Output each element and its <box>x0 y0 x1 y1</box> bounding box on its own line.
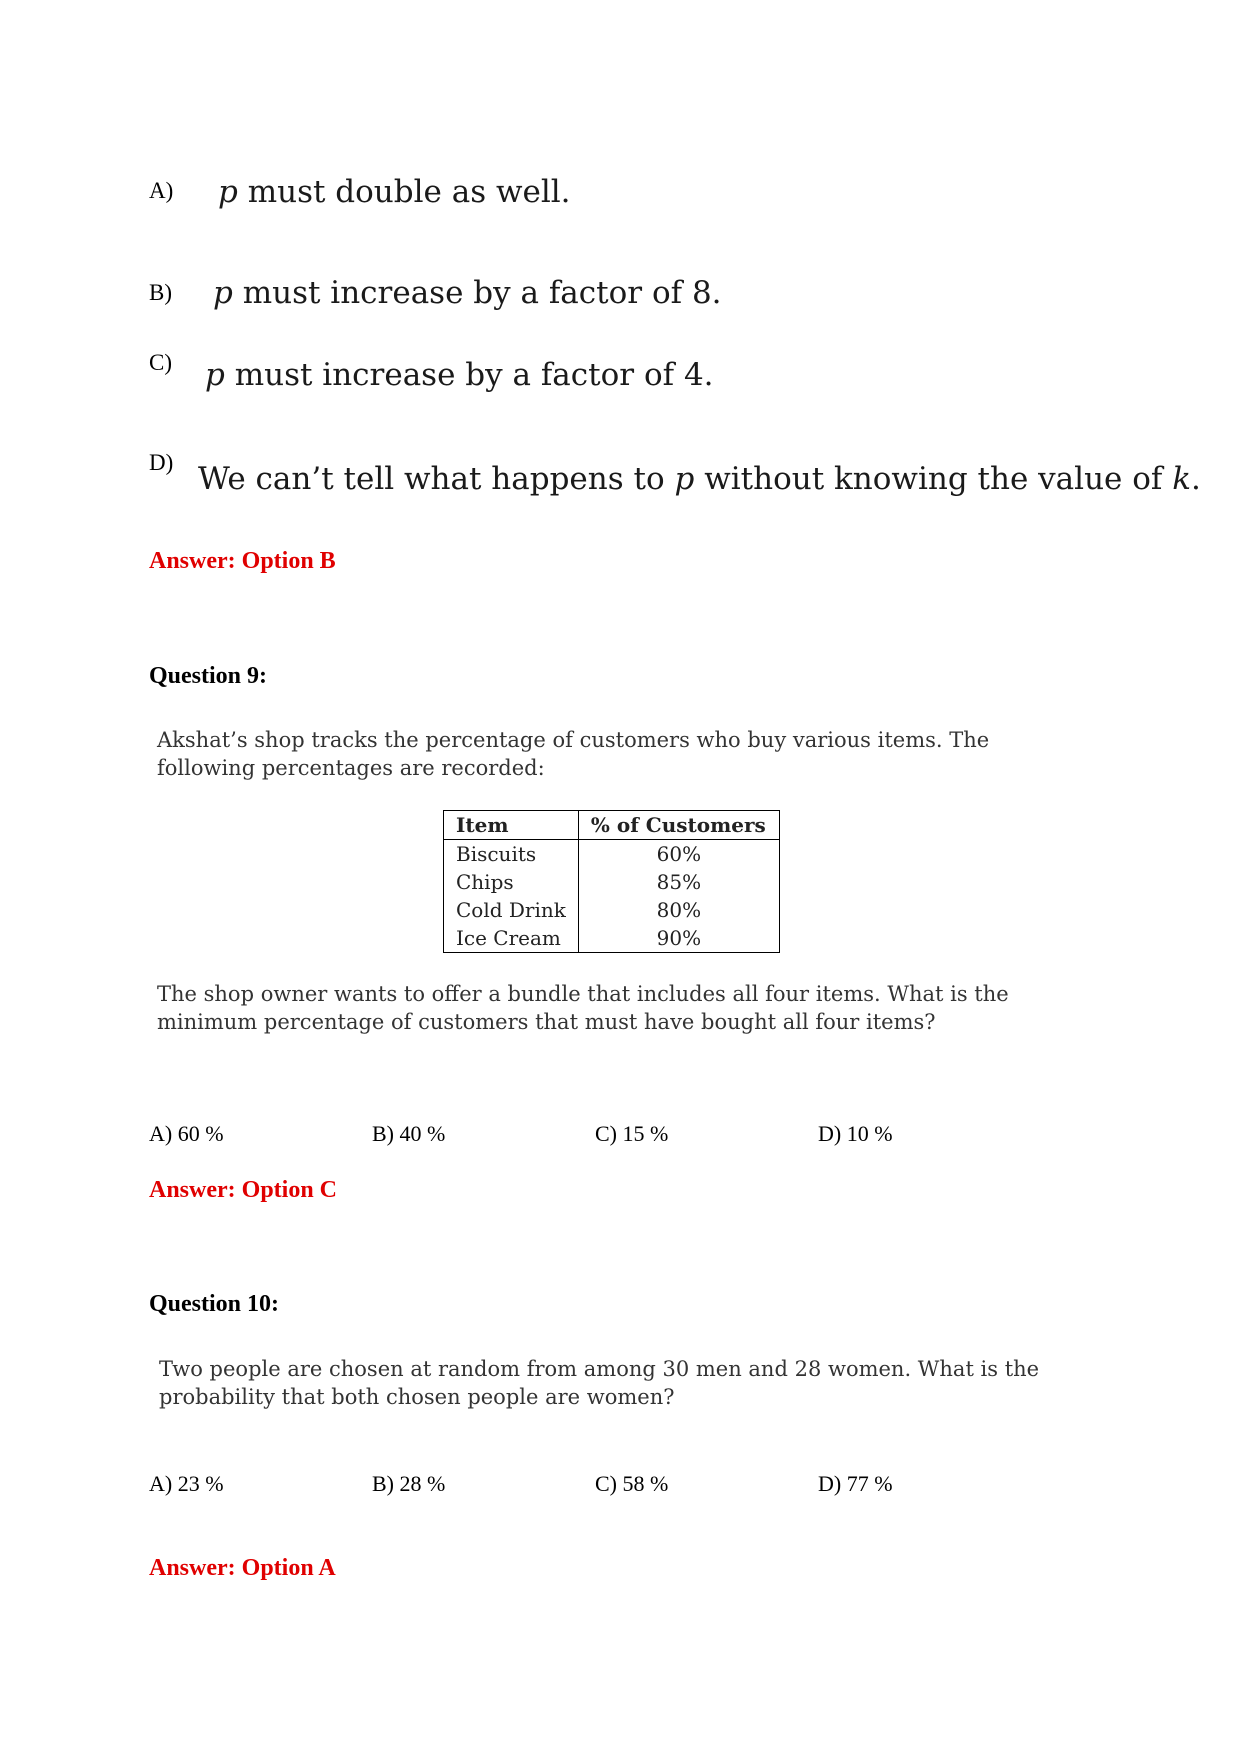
table-cell-item: Chips <box>444 868 579 896</box>
q9-heading: Question 9: <box>149 663 268 689</box>
q9-question: The shop owner wants to offer a bundle that includes all four items. What is the minimum percentage of customers that must have bought all four items? <box>157 982 1009 1034</box>
q8-option-a-label: A) <box>149 178 174 203</box>
table-row <box>444 868 780 896</box>
q9-table-wrap <box>443 810 780 953</box>
q9-choice-c: C) 15 % <box>595 1121 669 1146</box>
q8-answer: Answer: Option B <box>149 548 336 574</box>
table-header-row <box>444 811 780 840</box>
q10-choice-d: D) 77 % <box>818 1471 893 1496</box>
q10-heading: Question 10: <box>149 1291 280 1317</box>
q8-option-b-label: B) <box>149 280 172 305</box>
table-cell-percent: 80% <box>578 896 779 924</box>
q10-choice-b: B) 28 % <box>372 1471 446 1496</box>
table-header-percent: % of Customers <box>578 811 779 840</box>
table-cell-item: Ice Cream <box>444 924 579 953</box>
q9-intro: Akshat’s shop tracks the percentage of customers who buy various items. The following percentages are recorded: <box>157 728 990 780</box>
table-cell-item: Biscuits <box>444 840 579 869</box>
q9-data-table <box>443 810 780 953</box>
q9-answer: Answer: Option C <box>149 1177 338 1203</box>
table-cell-item: Cold Drink <box>444 896 579 924</box>
q8-option-d-label: D) <box>149 450 174 475</box>
table-row <box>444 840 780 869</box>
q8-option-a-text: p must double as well. <box>218 174 571 210</box>
q10-choice-c: C) 58 % <box>595 1471 669 1496</box>
q10-answer: Answer: Option A <box>149 1555 336 1581</box>
table-row <box>444 896 780 924</box>
q8-option-b-text: p must increase by a factor of 8. <box>213 275 722 311</box>
table-header-item: Item <box>444 811 579 840</box>
q8-option-c-label: C) <box>149 350 172 375</box>
q8-option-d-text: We can’t tell what happens to p without knowing the value of k. <box>198 461 1201 497</box>
q8-option-c-text: p must increase by a factor of 4. <box>205 357 714 393</box>
q9-choice-b: B) 40 % <box>372 1121 446 1146</box>
table-cell-percent: 60% <box>578 840 779 869</box>
table-cell-percent: 90% <box>578 924 779 953</box>
table-cell-percent: 85% <box>578 868 779 896</box>
q9-choice-d: D) 10 % <box>818 1121 893 1146</box>
q10-choice-a: A) 23 % <box>149 1471 224 1496</box>
table-row <box>444 924 780 953</box>
q9-choice-a: A) 60 % <box>149 1121 224 1146</box>
q10-question: Two people are chosen at random from among 30 men and 28 women. What is the probability that both chosen people are women? <box>159 1357 1040 1409</box>
